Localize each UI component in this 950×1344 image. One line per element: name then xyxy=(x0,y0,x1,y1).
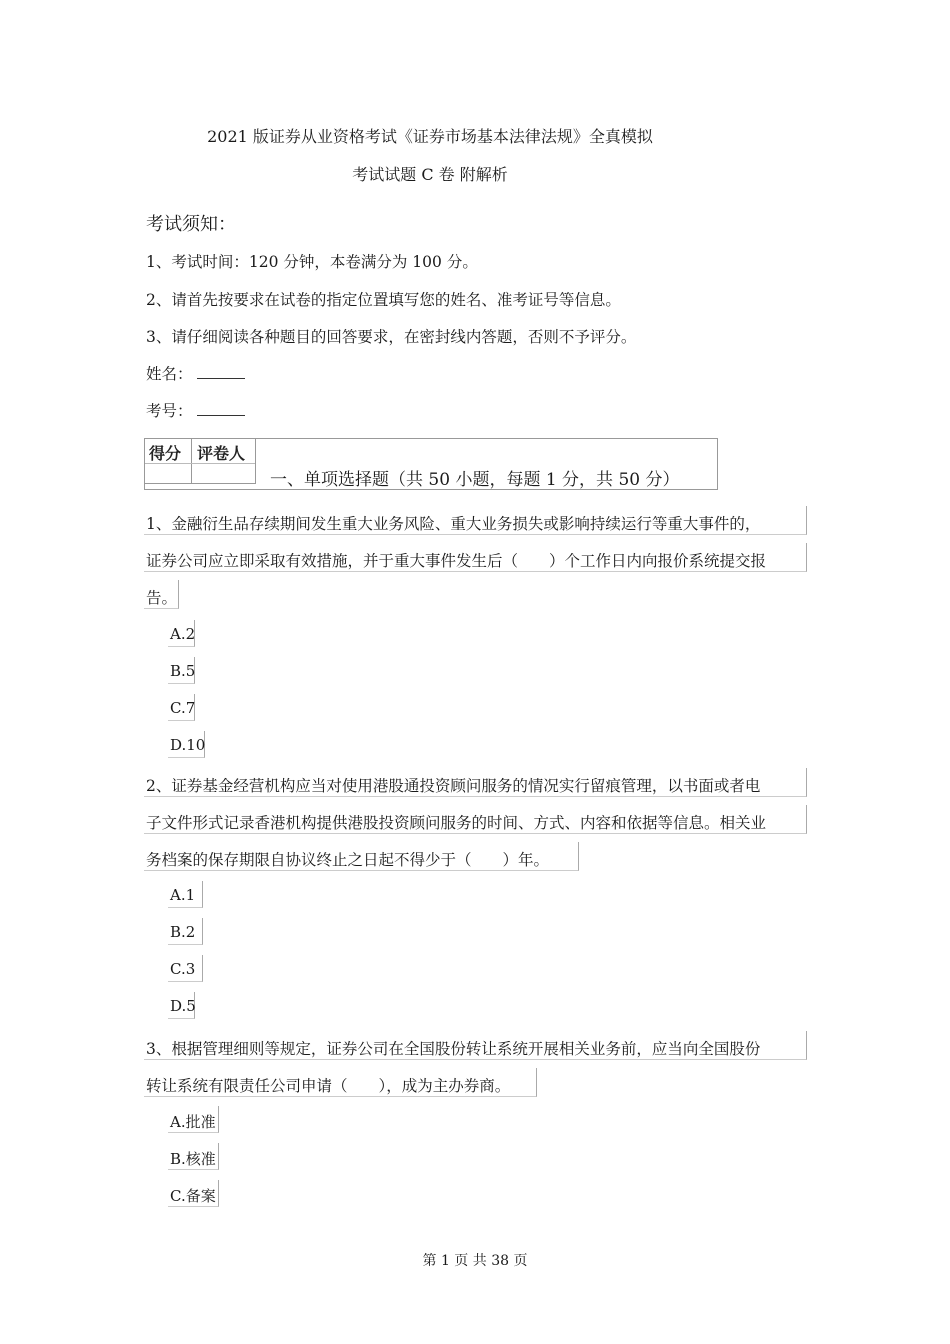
question-3-option-c[interactable]: C.备案 xyxy=(170,1187,216,1205)
question-1-option-b[interactable]: B.5 xyxy=(170,662,196,680)
section-title: 一、单项选择题（共 50 小题，每题 1 分，共 50 分） xyxy=(270,470,680,490)
notice-item: 3、请仔细阅读各种题目的回答要求，在密封线内答题，否则不予评分。 xyxy=(146,328,637,346)
question-2-option-c[interactable]: C.3 xyxy=(170,960,196,978)
question-1-option-a[interactable]: A.2 xyxy=(170,625,196,643)
question-2-text: 务档案的保存期限自协议终止之日起不得少于（ ）年。 xyxy=(146,851,550,869)
question-3-text: 转让系统有限责任公司申请（ ），成为主办券商。 xyxy=(146,1077,511,1095)
question-3-option-b[interactable]: B.核准 xyxy=(170,1150,216,1168)
question-1-text: 证券公司应立即采取有效措施，并于重大事件发生后（ ）个工作日内向报价系统提交报 xyxy=(146,552,767,570)
question-1-text: 告。 xyxy=(146,589,178,607)
name-label: 姓名： xyxy=(146,365,193,383)
score-table-divider xyxy=(191,439,192,483)
question-1-option-d[interactable]: D.10 xyxy=(170,736,206,754)
name-blank[interactable] xyxy=(197,364,245,379)
page-number: 第 1 页 共 38 页 xyxy=(422,1253,528,1269)
question-1-text: 1、金融衍生品存续期间发生重大业务风险、重大业务损失或影响持续运行等重大事件的， xyxy=(146,515,761,533)
question-2-option-d[interactable]: D.5 xyxy=(170,997,196,1015)
question-2-option-a[interactable]: A.1 xyxy=(170,886,196,904)
exam-id-label: 考号： xyxy=(146,402,193,420)
grader-label: 评卷人 xyxy=(197,444,246,463)
document-title-line1: 2021 版证券从业资格考试《证券市场基本法律法规》全真模拟 xyxy=(207,127,653,146)
question-1-option-c[interactable]: C.7 xyxy=(170,699,196,717)
question-2-text: 子文件形式记录香港机构提供港股投资顾问服务的时间、方式、内容和依据等信息。相关业 xyxy=(146,814,767,832)
score-table xyxy=(145,439,256,484)
score-label: 得分 xyxy=(149,444,182,463)
question-2-text: 2、证券基金经营机构应当对使用港股通投资顾问服务的情况实行留痕管理，以书面或者电 xyxy=(146,777,761,795)
exam-id-blank[interactable] xyxy=(197,401,245,416)
question-3-text: 3、根据管理细则等规定，证券公司在全国股份转让系统开展相关业务前，应当向全国股份 xyxy=(146,1040,761,1058)
document-title-line2: 考试试题 C 卷 附解析 xyxy=(352,165,508,184)
exam-id-field[interactable] xyxy=(146,399,245,421)
name-field[interactable] xyxy=(146,362,245,384)
notice-heading: 考试须知： xyxy=(146,214,236,235)
notice-item: 1、考试时间：120 分钟，本卷满分为 100 分。 xyxy=(146,253,478,271)
notice-item: 2、请首先按要求在试卷的指定位置填写您的姓名、准考证号等信息。 xyxy=(146,291,621,309)
question-3-option-a[interactable]: A.批准 xyxy=(170,1113,216,1131)
question-2-option-b[interactable]: B.2 xyxy=(170,923,196,941)
